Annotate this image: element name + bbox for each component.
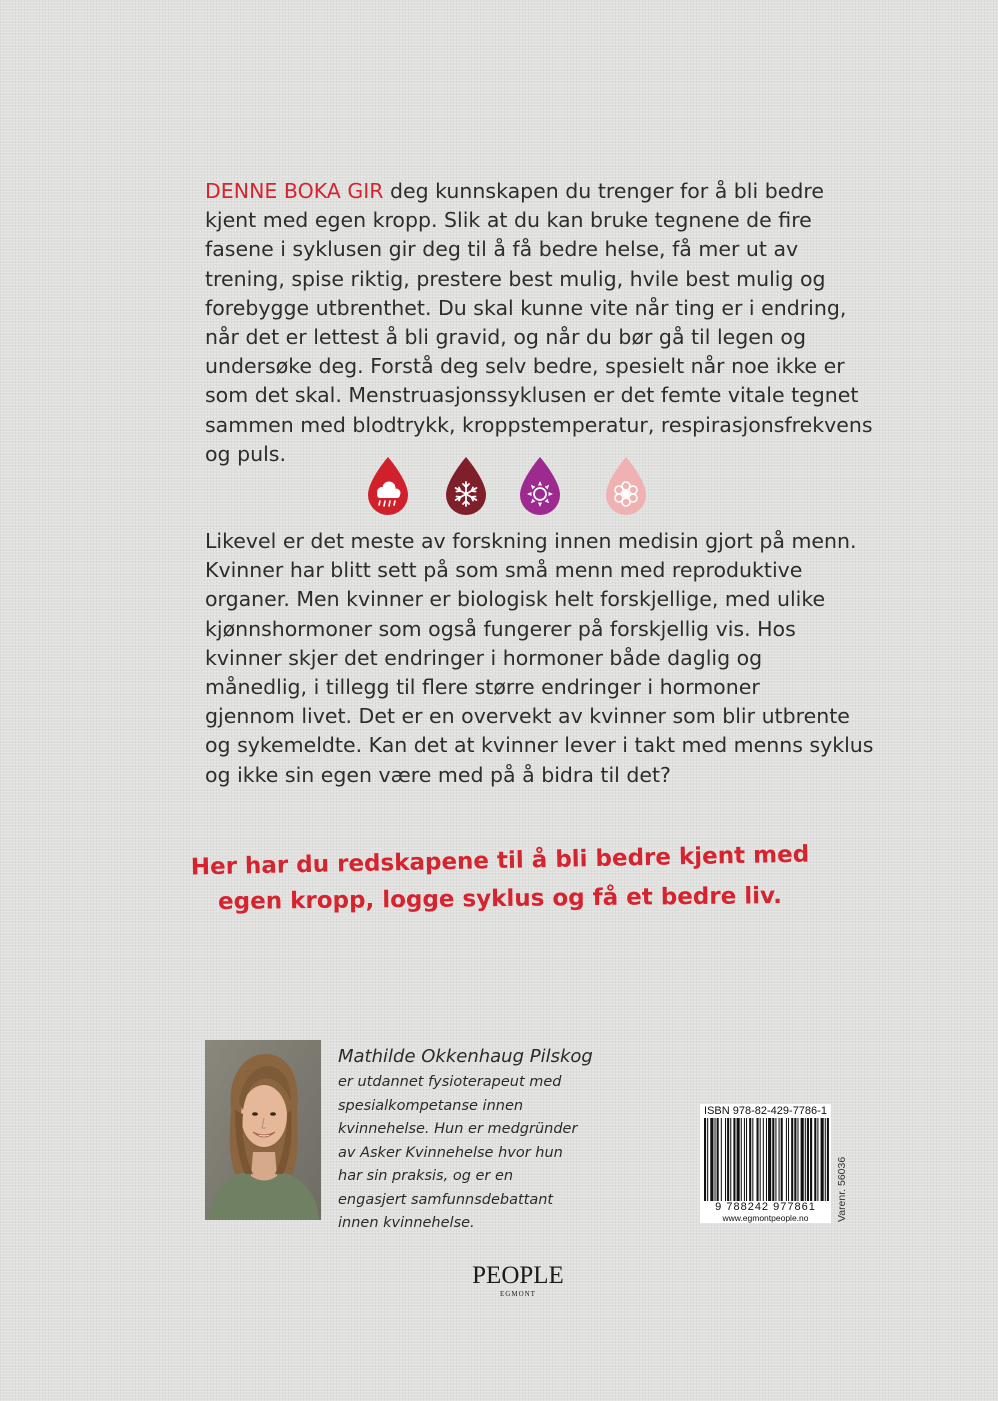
barcode-bar [814, 1118, 816, 1202]
body-line: og sykemeldte. Kan det at kvinner lever i takt med menns syklus [205, 733, 874, 758]
barcode-bar [710, 1118, 713, 1202]
barcode-bar [768, 1118, 771, 1202]
bio-line: spesialkompetanse innen [338, 1097, 524, 1114]
barcode-bar [781, 1118, 783, 1202]
cycle-phase-icons [365, 456, 665, 520]
bio-line: har sin praksis, og er en [338, 1168, 514, 1184]
barcode-bar [791, 1118, 793, 1202]
barcode-bar [741, 1118, 742, 1202]
intro-lead: DENNE BOKA GIR [205, 179, 384, 203]
item-number [836, 1112, 848, 1222]
barcode-bar [817, 1118, 818, 1202]
intro-line: fasene i syklusen gir deg til å få bedre helse, få mer ut av [205, 237, 799, 262]
barcode-bar [779, 1118, 780, 1202]
barcode-bar [737, 1118, 740, 1202]
item-number-text: Varenr. 56036 [836, 1156, 848, 1222]
barcode-bar [707, 1118, 708, 1202]
barcode-bar [725, 1118, 726, 1202]
intro-line: kjent med egen kropp. Slik at du kan bruke tegnene de fire [205, 208, 812, 233]
barcode-bar [763, 1118, 764, 1202]
barcode-bar [721, 1118, 722, 1202]
barcode-bar [766, 1118, 767, 1202]
bio-line: kvinnehelse. Hun er medgründer [338, 1121, 578, 1137]
barcode-bar [797, 1118, 798, 1202]
body-line: gjennom livet. Det er en overvekt av kvinner som blir utbrente [205, 704, 850, 729]
bio-line: engasjert samfunnsdebattant [338, 1191, 554, 1208]
barcode-bar [744, 1118, 745, 1202]
intro-line: undersøke deg. Forstå deg selv bedre, spesielt når noe ikke er [205, 354, 845, 379]
slogan-line-2: egen kropp, logge syklus og få et bedre liv. [217, 883, 783, 915]
body-paragraph [205, 527, 874, 790]
barcode-bar [794, 1118, 796, 1202]
publisher-logo [462, 1262, 574, 1299]
flower-icon [603, 456, 649, 518]
intro-line: som det skal. Menstruasjonssyklusen er det femte vitale tegnet [205, 383, 859, 408]
intro-line: trening, spise riktig, prestere best mulig, hvile best mulig og [205, 266, 826, 291]
barcode-bar [788, 1118, 789, 1202]
snowflake-icon [443, 456, 489, 518]
author-bio [338, 1045, 678, 1236]
body-line: og ikke sin egen være med på å bidra til det? [205, 762, 671, 787]
barcode-bar [730, 1118, 731, 1202]
intro-line: forebygge utbrenthet. Du skal kunne vite når ting er i endring, [205, 295, 847, 320]
sun-icon [517, 456, 563, 518]
author-name: Mathilde Okkenhaug Pilskog [338, 1046, 593, 1067]
bio-line: er utdannet fysioterapeut med [338, 1074, 562, 1090]
barcode-bar [801, 1118, 804, 1202]
barcode-number: 9 788242 977861 [700, 1201, 831, 1213]
bio-line: av Asker Kvinnehelse hvor hun [338, 1144, 563, 1161]
barcode-bar [827, 1118, 829, 1202]
intro-line: og puls. [205, 441, 286, 466]
rain-cloud-icon [365, 456, 411, 518]
barcode-bar [786, 1118, 787, 1202]
intro-line: sammen med blodtrykk, kroppstemperatur, respirasjonsfrekvens [205, 412, 873, 437]
barcode-bar [746, 1118, 747, 1202]
barcode-bar [715, 1118, 716, 1202]
barcode-bar [805, 1118, 806, 1202]
publisher-name: PEOPLE [472, 1262, 564, 1289]
body-line: Likevel er det meste av forskning innen medisin gjort på menn. [205, 529, 857, 553]
barcode-bar [760, 1118, 761, 1202]
intro-line: DENNE BOKA GIR deg kunnskapen du trenger for å bli bedre [205, 179, 824, 203]
barcode-bar [821, 1118, 824, 1202]
body-line: Kvinner har blitt sett på som små menn med reproduktive [205, 558, 803, 583]
body-line: organer. Men kvinner er biologisk helt forskjellige, med ulike [205, 587, 826, 612]
barcode-bar [757, 1118, 759, 1202]
barcode-bar [749, 1118, 751, 1202]
barcode-bar [825, 1118, 826, 1202]
publisher-url: www.egmontpeople.no [700, 1213, 831, 1223]
intro-line: når det er lettest å bli gravid, og når du bør gå til legen og [205, 325, 806, 350]
barcode-bar [704, 1118, 706, 1202]
barcode-bar [727, 1118, 729, 1202]
barcode-bar [775, 1118, 776, 1202]
body-line: månedlig, i tillegg til flere større endringer i hormoner [205, 675, 760, 700]
barcode-bar [772, 1118, 774, 1202]
barcode-bar [733, 1118, 735, 1202]
barcode-bar [752, 1118, 753, 1202]
slogan-line-1: Her har du redskapene til å bli bedre kjent med [190, 841, 810, 881]
bio-line: innen kvinnehelse. [338, 1215, 475, 1231]
intro-paragraph [205, 177, 873, 469]
isbn-label: ISBN 978-82-429-7786-1 [700, 1104, 831, 1118]
body-line: kjønnshormoner som også fungerer på forskjellig vis. Hos [205, 616, 796, 641]
barcode-bars [700, 1118, 831, 1202]
barcode-bar [807, 1118, 809, 1202]
barcode [700, 1104, 831, 1222]
author-photo [205, 1040, 321, 1220]
barcode-bar [717, 1118, 719, 1202]
publisher-sub: EGMONT [500, 1290, 536, 1298]
body-line: kvinner skjer det endringer i hormoner både daglig og [205, 645, 763, 670]
barcode-bar [810, 1118, 812, 1202]
